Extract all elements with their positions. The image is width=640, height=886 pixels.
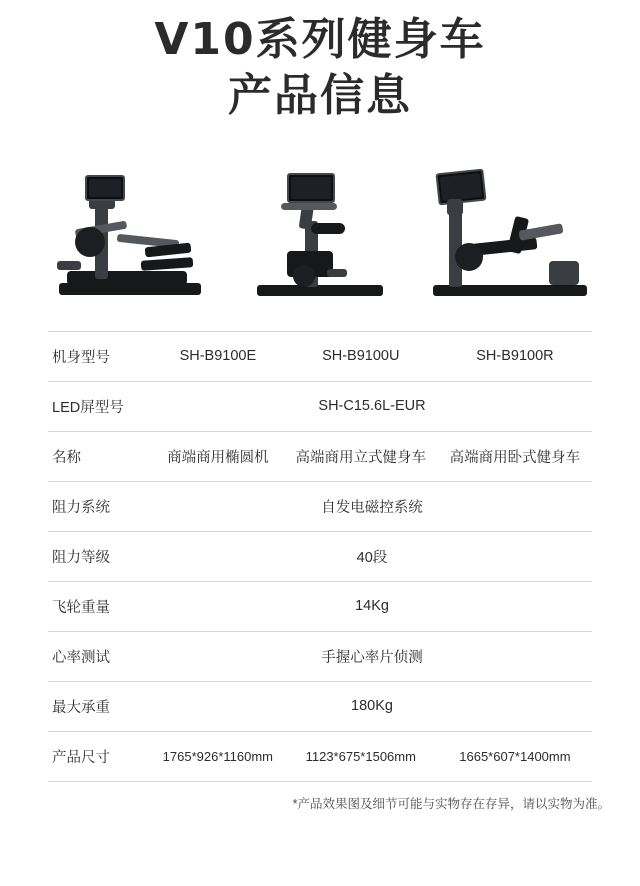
product-image-row <box>0 125 640 315</box>
row-label: 产品尺寸 <box>52 749 110 766</box>
row-value: 手握心率片侦测 <box>321 649 423 666</box>
title-line-2: 产品信息 <box>228 70 412 122</box>
table-row <box>48 681 592 731</box>
product-image-upright-bike <box>230 145 410 315</box>
row-label: 阻力系统 <box>52 499 110 516</box>
row-value: 商端商用椭圆机 <box>167 449 269 466</box>
table-row <box>48 731 592 781</box>
title-line-1: V10系列健身车 <box>154 14 486 65</box>
row-label: 名称 <box>52 449 81 466</box>
row-value: 180Kg <box>351 698 393 715</box>
elliptical-machine-illustration <box>45 165 215 315</box>
row-value: 1123*675*1506mm <box>305 748 416 764</box>
row-value: 自发电磁控系统 <box>321 499 423 516</box>
row-value: 1765*926*1160mm <box>162 748 274 764</box>
table-row <box>48 581 592 631</box>
row-value: 高端商用卧式健身车 <box>449 449 581 466</box>
table-row <box>48 381 592 431</box>
row-label: LED屏型号 <box>52 399 124 416</box>
row-value: 1665*607*1400mm <box>459 748 571 764</box>
upright-bike-illustration <box>235 165 405 315</box>
row-value: 高端商用立式健身车 <box>295 449 427 466</box>
row-label: 阻力等级 <box>52 549 110 566</box>
row-value: SH-B9100U <box>322 348 400 365</box>
disclaimer-note: *产品效果图及细节可能与实物存在存异，请以实物为准。 <box>292 796 610 811</box>
recumbent-bike-illustration <box>425 165 595 315</box>
table-row <box>48 531 592 581</box>
row-label: 最大承重 <box>52 699 110 716</box>
row-value: SH-B9100E <box>179 348 257 365</box>
row-label: 机身型号 <box>52 349 110 366</box>
table-row <box>48 631 592 681</box>
spec-table <box>48 331 592 782</box>
row-label: 心率测试 <box>52 649 110 666</box>
table-row <box>48 431 592 481</box>
row-label: 飞轮重量 <box>52 599 110 616</box>
row-value: 14Kg <box>355 598 389 615</box>
page-title <box>0 0 640 125</box>
product-image-recumbent-bike <box>420 145 600 315</box>
row-value: SH-B9100R <box>476 348 554 365</box>
product-image-elliptical <box>40 145 220 315</box>
table-row <box>48 481 592 531</box>
row-value: 40段 <box>356 549 388 566</box>
table-row <box>48 331 592 381</box>
spec-table-container <box>0 315 640 782</box>
row-value: SH-C15.6L-EUR <box>318 398 426 415</box>
